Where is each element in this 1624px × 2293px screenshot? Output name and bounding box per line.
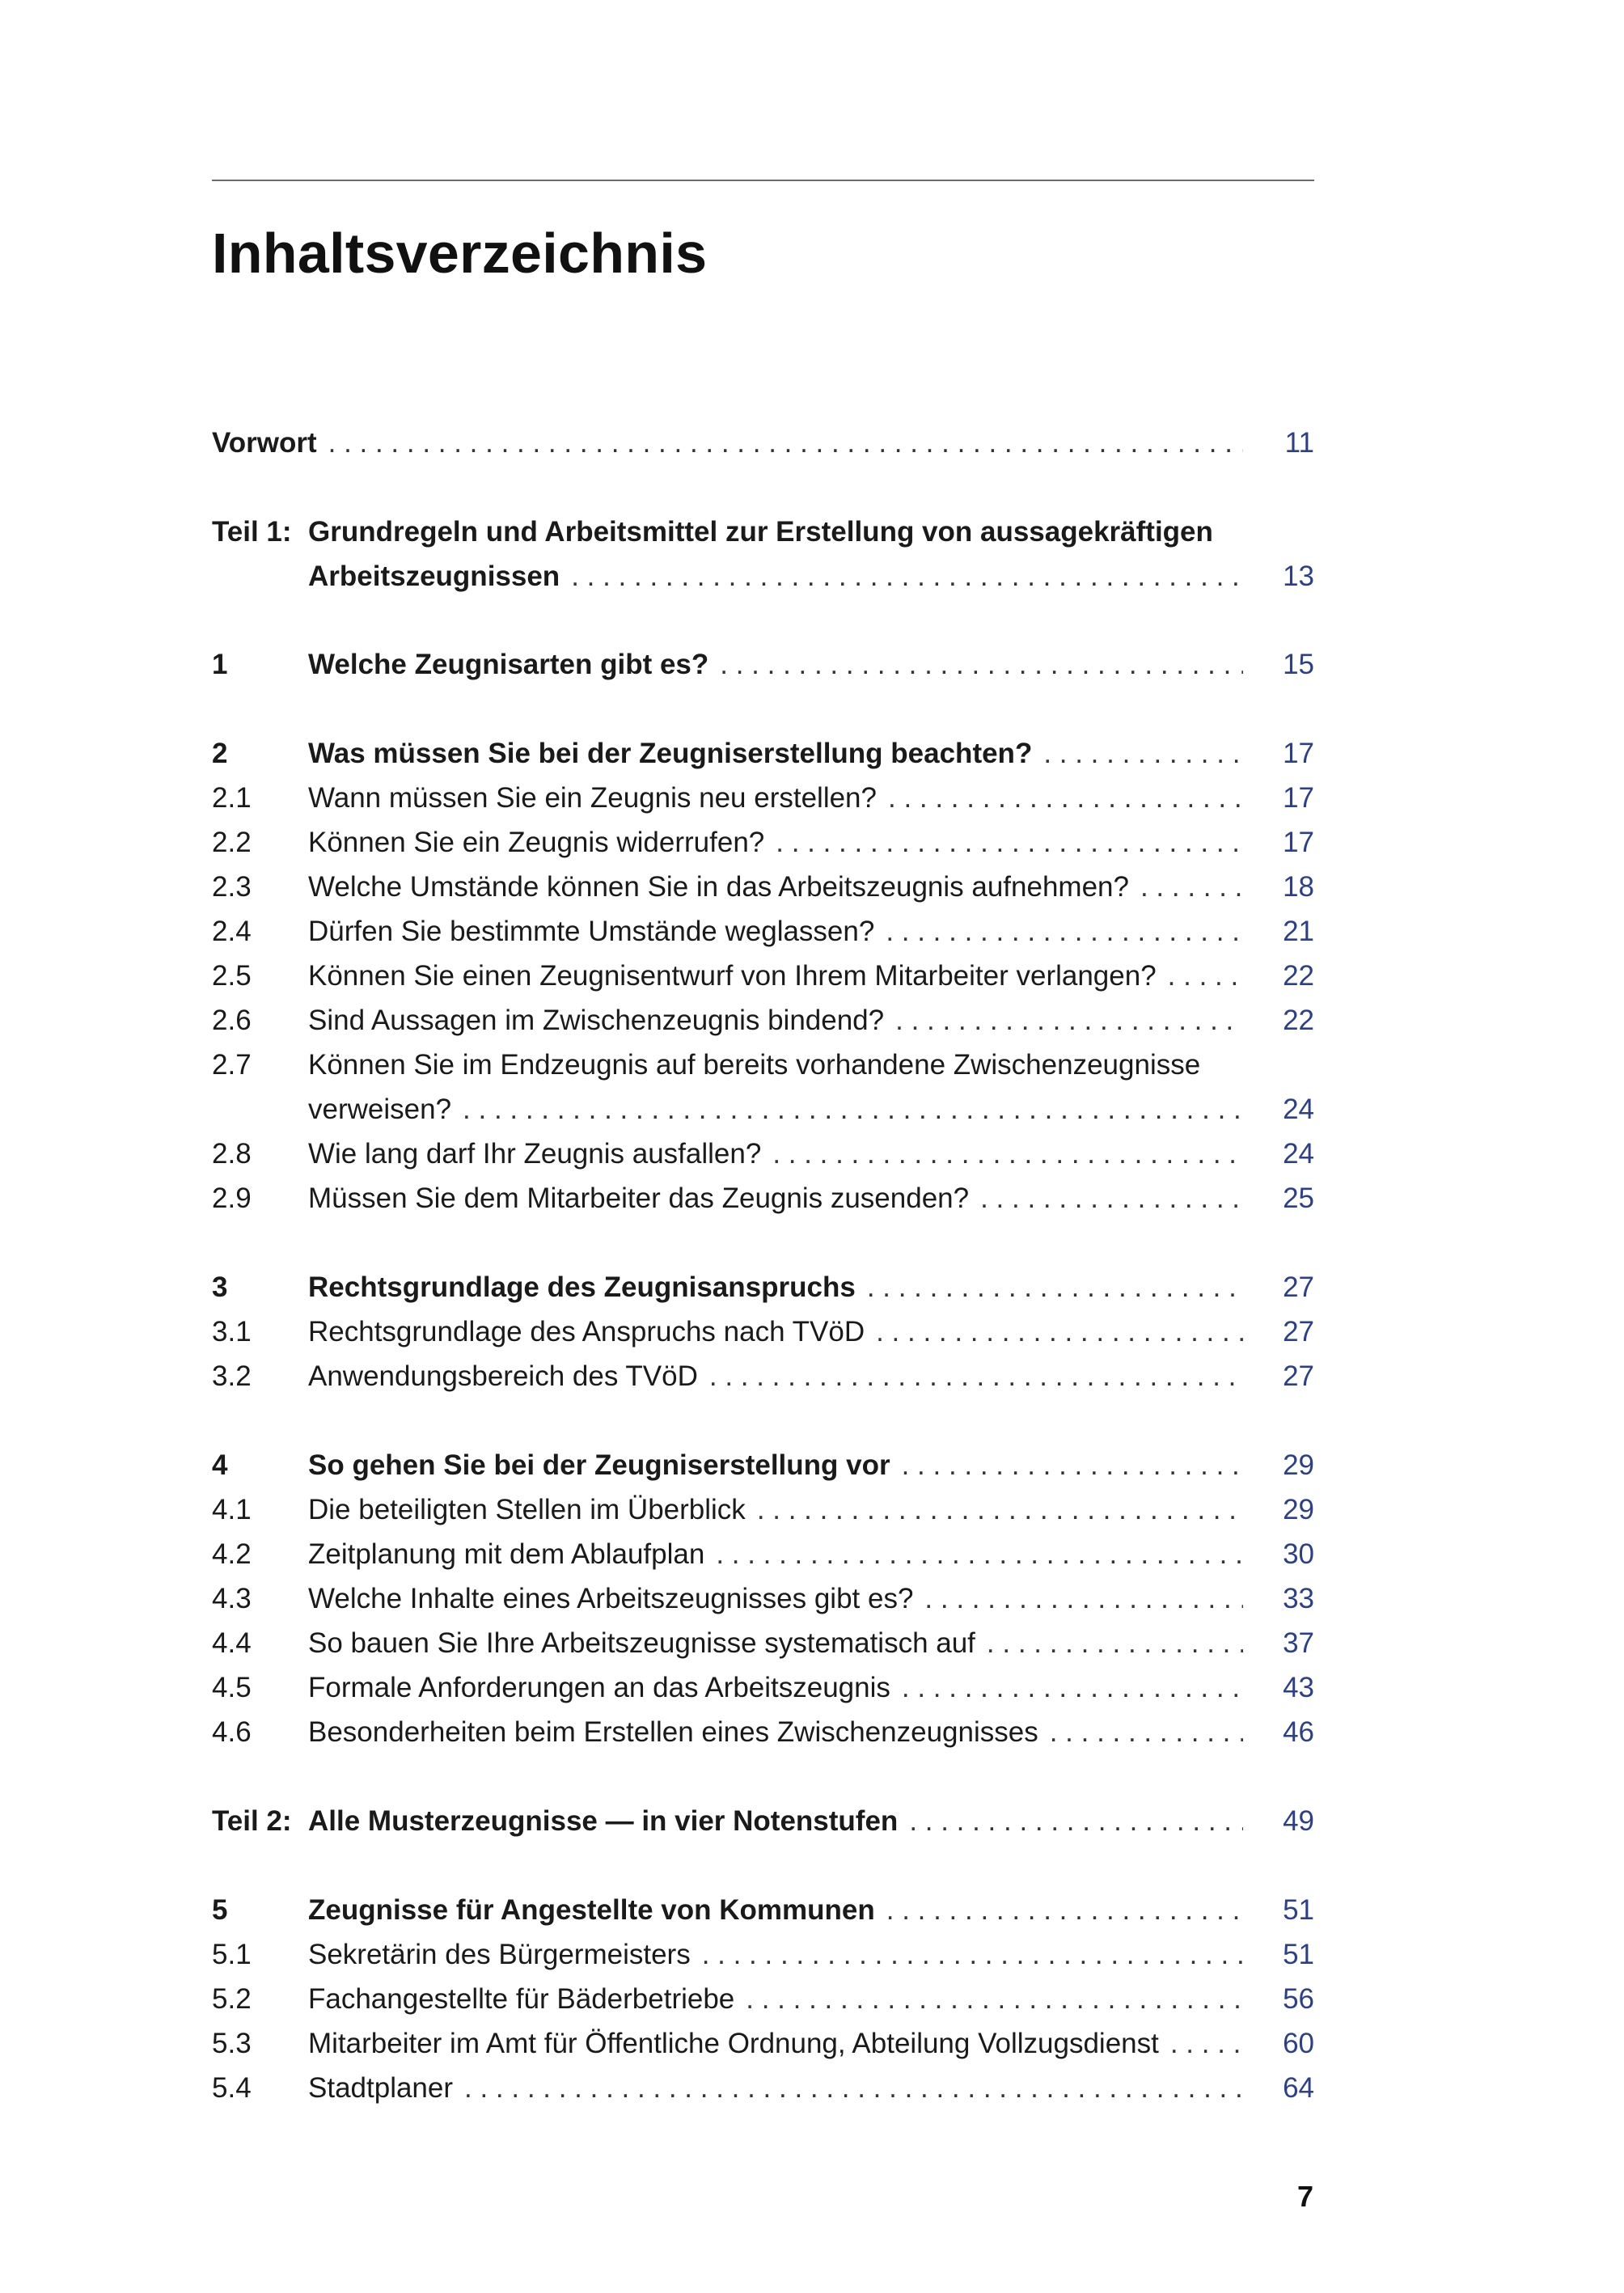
toc-page-number: 17 xyxy=(1283,782,1314,814)
toc-entry-3-1[interactable] xyxy=(212,1309,1314,1354)
toc-entry-label: Können Sie ein Zeugnis widerrufen? xyxy=(308,827,765,858)
toc-entry-label: Welche Inhalte eines Arbeitszeugnisses gibt es? xyxy=(308,1583,914,1614)
toc-entry-label: Rechtsgrundlage des Anspruchs nach TVöD xyxy=(308,1316,865,1347)
toc-page-number: 64 xyxy=(1283,2072,1314,2104)
toc-page-number: 18 xyxy=(1283,871,1314,903)
toc-entry-teil-1-continued[interactable] xyxy=(212,554,1314,599)
dot-leader xyxy=(709,1354,1243,1398)
toc-entry-number: Teil 1: xyxy=(212,516,292,548)
toc-page-number: 22 xyxy=(1283,960,1314,992)
toc-entry-label: Die beteiligten Stellen im Überblick xyxy=(308,1494,746,1525)
dot-leader xyxy=(902,1443,1243,1487)
dot-leader xyxy=(702,1932,1243,1977)
toc-page-number: 13 xyxy=(1283,561,1314,592)
toc-page-number: 49 xyxy=(1283,1805,1314,1837)
dot-leader xyxy=(886,909,1243,954)
toc-entry-4-4[interactable] xyxy=(212,1621,1314,1665)
toc-page-number: 46 xyxy=(1283,1716,1314,1748)
toc-entry-number: 2.2 xyxy=(212,827,252,858)
toc-entry-4-2[interactable] xyxy=(212,1532,1314,1576)
toc-entry-label: Mitarbeiter im Amt für Öffentliche Ordnung, Abteilung Vollzugsdienst xyxy=(308,2028,1159,2059)
toc-entry-number: 5.2 xyxy=(212,1983,252,2015)
header-rule xyxy=(212,180,1314,181)
toc-page-number: 27 xyxy=(1283,1360,1314,1392)
toc-page-number: 25 xyxy=(1283,1182,1314,1214)
toc-entry-number: 3 xyxy=(212,1271,228,1303)
toc-entry-number: 2.8 xyxy=(212,1138,252,1170)
dot-leader xyxy=(1168,954,1243,998)
toc-entry-2-9[interactable] xyxy=(212,1176,1314,1221)
dot-leader xyxy=(876,1309,1243,1354)
toc-entry-label: Grundregeln und Arbeitsmittel zur Erstellung von aussagekräftigen xyxy=(308,516,1213,548)
toc-page-number: 60 xyxy=(1283,2028,1314,2059)
toc-entry-number: 2.5 xyxy=(212,960,252,992)
toc-page-number: 22 xyxy=(1283,1005,1314,1036)
toc-entry-label: Wann müssen Sie ein Zeugnis neu erstellen? xyxy=(308,782,877,814)
toc-page-number: 27 xyxy=(1283,1316,1314,1347)
toc-entry-label: Können Sie einen Zeugnisentwurf von Ihrem Mitarbeiter verlangen? xyxy=(308,960,1157,992)
toc-entry-number: 4.1 xyxy=(212,1494,252,1525)
toc-entry-number: 4.5 xyxy=(212,1672,252,1703)
toc-entry-label: Können Sie im Endzeugnis auf bereits vorhandene Zwischenzeugnisse xyxy=(308,1049,1201,1081)
toc-page-number: 17 xyxy=(1283,827,1314,858)
toc-entry-2-3[interactable] xyxy=(212,865,1314,909)
toc-entry-number: 3.1 xyxy=(212,1316,252,1347)
toc-entry-4-5[interactable] xyxy=(212,1665,1314,1710)
toc-entry-5-3[interactable] xyxy=(212,2021,1314,2066)
toc-entry-number: Teil 2: xyxy=(212,1805,292,1837)
toc-page-number: 51 xyxy=(1283,1939,1314,1970)
toc-page-number: 11 xyxy=(1284,427,1314,459)
toc-entry-number: 5.3 xyxy=(212,2028,252,2059)
toc-entry-label: Was müssen Sie bei der Zeugniserstellung beachten? xyxy=(308,738,1033,769)
toc-entry-2-4[interactable] xyxy=(212,909,1314,954)
toc-entry-3-2[interactable] xyxy=(212,1354,1314,1398)
toc-entry-number: 2.9 xyxy=(212,1182,252,1214)
dot-leader xyxy=(980,1176,1243,1221)
toc-entry-4[interactable] xyxy=(212,1443,1314,1487)
dot-leader xyxy=(463,1087,1243,1132)
toc-page-number: 29 xyxy=(1283,1494,1314,1525)
dot-leader xyxy=(757,1487,1243,1532)
toc-page-number: 24 xyxy=(1283,1138,1314,1170)
dot-leader xyxy=(716,1532,1243,1576)
dot-leader xyxy=(895,998,1243,1043)
toc-entry-label: Zeitplanung mit dem Ablaufplan xyxy=(308,1538,705,1570)
toc-entry-number: 5.1 xyxy=(212,1939,252,1970)
toc-page-number: 33 xyxy=(1283,1583,1314,1614)
toc-entry-label: Rechtsgrundlage des Zeugnisanspruchs xyxy=(308,1271,856,1303)
toc-page-number: 17 xyxy=(1283,738,1314,769)
toc-entry-label: So gehen Sie bei der Zeugniserstellung vor xyxy=(308,1449,890,1481)
page-number: 7 xyxy=(1297,2180,1314,2213)
toc-entry-4-3[interactable] xyxy=(212,1576,1314,1621)
toc-entry-number: 2.1 xyxy=(212,782,252,814)
toc-page-number: 15 xyxy=(1283,649,1314,680)
toc-entry-label: verweisen? xyxy=(308,1094,452,1125)
toc-entry-number: 5 xyxy=(212,1894,228,1926)
toc-entry-label: Alle Musterzeugnisse — in vier Notenstufen xyxy=(308,1805,899,1837)
toc-entry-label: So bauen Sie Ihre Arbeitszeugnisse systematisch auf xyxy=(308,1627,975,1659)
toc-entry-number: 2.3 xyxy=(212,871,252,903)
toc-page-number: 43 xyxy=(1283,1672,1314,1703)
toc-entry-number: 5.4 xyxy=(212,2072,252,2104)
dot-leader xyxy=(1140,865,1243,909)
toc-entry-label: Dürfen Sie bestimmte Umstände weglassen? xyxy=(308,916,875,947)
toc-entry-teil-1[interactable] xyxy=(212,510,1314,554)
toc-entry-2-5[interactable] xyxy=(212,954,1314,998)
toc-entry-label: Formale Anforderungen an das Arbeitszeugnis xyxy=(308,1672,890,1703)
toc-entry-label: Stadtplaner xyxy=(308,2072,454,2104)
toc-entry-number: 4.3 xyxy=(212,1583,252,1614)
toc-entry-label: Besonderheiten beim Erstellen eines Zwischenzeugnisses xyxy=(308,1716,1038,1748)
toc-entry-3[interactable] xyxy=(212,1265,1314,1309)
toc-entry-number: 4 xyxy=(212,1449,228,1481)
toc-entry-5-2[interactable] xyxy=(212,1977,1314,2021)
toc-entry-number: 4.2 xyxy=(212,1538,252,1570)
dot-leader xyxy=(867,1265,1243,1309)
toc-page-number: 24 xyxy=(1283,1094,1314,1125)
toc-entry-label: Zeugnisse für Angestellte von Kommunen xyxy=(308,1894,875,1926)
dot-leader xyxy=(571,554,1243,599)
dot-leader xyxy=(328,421,1243,465)
dot-leader xyxy=(902,1665,1243,1710)
toc-page-number: 30 xyxy=(1283,1538,1314,1570)
dot-leader xyxy=(886,1888,1243,1932)
toc-entry-label: Vorwort xyxy=(212,427,317,459)
dot-leader xyxy=(924,1576,1243,1621)
dot-leader xyxy=(776,820,1243,865)
toc-entry-number: 2.7 xyxy=(212,1049,252,1081)
toc-entry-number: 3.2 xyxy=(212,1360,252,1392)
toc-entry-number: 4.6 xyxy=(212,1716,252,1748)
toc-entry-5[interactable] xyxy=(212,1888,1314,1932)
toc-entry-2-7-continued[interactable] xyxy=(212,1087,1314,1132)
toc-page-number: 21 xyxy=(1283,916,1314,947)
toc-entry-2-6[interactable] xyxy=(212,998,1314,1043)
toc-entry-label: Sind Aussagen im Zwischenzeugnis bindend? xyxy=(308,1005,885,1036)
toc-entry-2[interactable] xyxy=(212,731,1314,776)
dot-leader xyxy=(888,776,1243,820)
toc-page-number: 37 xyxy=(1283,1627,1314,1659)
toc-entry-label: Welche Zeugnisarten gibt es? xyxy=(308,649,709,680)
toc-entry-1[interactable] xyxy=(212,642,1314,687)
toc-entry-number: 2.6 xyxy=(212,1005,252,1036)
toc-entry-label: Welche Umstände können Sie in das Arbeitszeugnis aufnehmen? xyxy=(308,871,1129,903)
toc-entry-label: Müssen Sie dem Mitarbeiter das Zeugnis zusenden? xyxy=(308,1182,970,1214)
toc-entry-number: 2.4 xyxy=(212,916,252,947)
toc-entry-vorwort[interactable] xyxy=(212,421,1314,465)
toc-entry-4-1[interactable] xyxy=(212,1487,1314,1532)
dot-leader xyxy=(909,1799,1243,1843)
dot-leader xyxy=(1043,731,1243,776)
toc-entry-teil-2[interactable] xyxy=(212,1799,1314,1843)
toc-page-number: 51 xyxy=(1283,1894,1314,1926)
dot-leader xyxy=(746,1977,1243,2021)
dot-leader xyxy=(1050,1710,1243,1754)
toc-page-number: 29 xyxy=(1283,1449,1314,1481)
toc-entry-label: Arbeitszeugnissen xyxy=(308,561,560,592)
toc-entry-2-2[interactable] xyxy=(212,820,1314,865)
toc-entry-number: 4.4 xyxy=(212,1627,252,1659)
toc-page-number: 27 xyxy=(1283,1271,1314,1303)
dot-leader xyxy=(1170,2021,1243,2066)
dot-leader xyxy=(987,1621,1243,1665)
toc-entry-number: 2 xyxy=(212,738,228,769)
toc-entry-2-8[interactable] xyxy=(212,1132,1314,1176)
toc-entry-5-4[interactable] xyxy=(212,2066,1314,2110)
toc-entry-2-1[interactable] xyxy=(212,776,1314,820)
toc-entry-label: Wie lang darf Ihr Zeugnis ausfallen? xyxy=(308,1138,762,1170)
toc-entry-label: Sekretärin des Bürgermeisters xyxy=(308,1939,691,1970)
toc-entry-label: Anwendungsbereich des TVöD xyxy=(308,1360,698,1392)
toc-page-number: 56 xyxy=(1283,1983,1314,2015)
toc-entry-label: Fachangestellte für Bäderbetriebe xyxy=(308,1983,735,2015)
dot-leader xyxy=(772,1132,1243,1176)
table-of-contents xyxy=(212,421,1314,2119)
dot-leader xyxy=(464,2066,1243,2110)
dot-leader xyxy=(720,642,1243,687)
page-title: Inhaltsverzeichnis xyxy=(212,222,708,285)
toc-entry-4-6[interactable] xyxy=(212,1710,1314,1754)
toc-entry-2-7[interactable] xyxy=(212,1043,1314,1087)
toc-entry-5-1[interactable] xyxy=(212,1932,1314,1977)
toc-entry-number: 1 xyxy=(212,649,228,680)
